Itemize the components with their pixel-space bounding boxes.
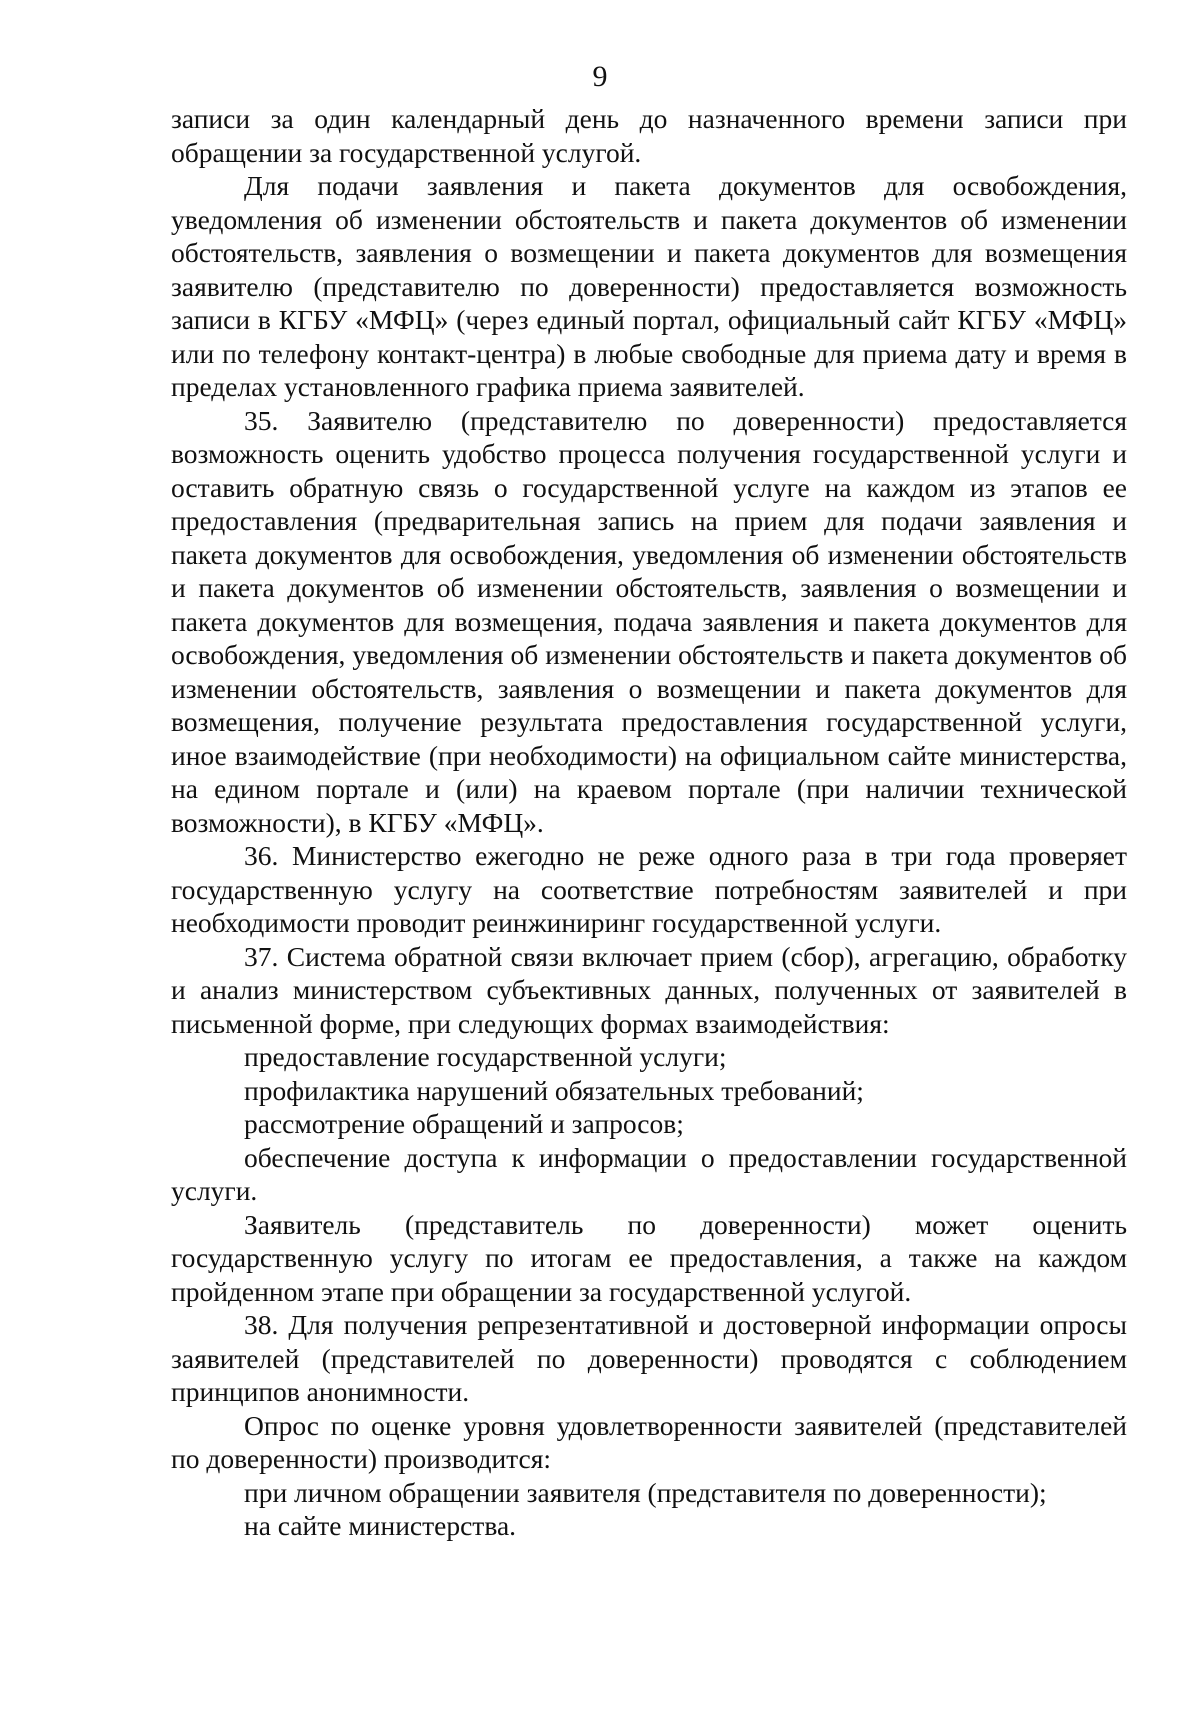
paragraph: Для подачи заявления и пакета документов для освобождения, уведомления об изменении обстоятельств и пакета документов об изменении обстоятельств, заявления о возмещении и пакета документов для возмещения заявителю (представителю по доверенности) предоставляется возможность записи в КГБУ «МФЦ» (через единый портал, официальный сайт КГБУ «МФЦ» или по телефону контакт-центра) в любые свободные для приема дату и время в пределах установленного графика приема заявителей.: [171, 170, 1127, 402]
page-number: 9: [592, 60, 608, 93]
paragraph: Опрос по оценке уровня удовлетворенности заявителей (представителей по доверенности) производится:: [171, 1409, 1127, 1474]
paragraph: предоставление государственной услуги;: [244, 1041, 727, 1072]
paragraph: 36. Министерство ежегодно не реже одного раза в три года проверяет государственную услугу на соответствие потребностям заявителей и при необходимости проводит реинжиниринг государственной услуги.: [171, 840, 1127, 938]
paragraph: записи за один календарный день до назначенного времени записи при обращении за государственной услугой.: [171, 103, 1127, 168]
paragraph: обеспечение доступа к информации о предоставлении государственной услуги.: [171, 1141, 1127, 1206]
paragraph: 35. Заявителю (представителю по доверенности) предоставляется возможность оценить удобство процесса получения государственной услуги и оставить обратную связь о государственной услуге на каждом из этапов ее предоставления (предварительная запись на прием для подачи заявления и пакета документов для освобождения, уведомления об изменении обстоятельств и пакета документов об изменении обстоятельств, заявления о возмещении и пакета документов для возмещения, подача заявления и пакета документов для освобождения, уведомления об изменении обстоятельств и пакета документов об изменении обстоятельств, заявления о возмещении и пакета документов для возмещения, получение результата предоставления государственной услуги, иное взаимодействие (при необходимости) на официальном сайте министерства, на едином портале и (или) на краевом портале (при наличии технической возможности), в КГБУ «МФЦ».: [171, 404, 1127, 838]
paragraph: профилактика нарушений обязательных требований;: [244, 1074, 864, 1106]
document-body: [171, 102, 1127, 1543]
paragraph: Заявитель (представитель по доверенности) может оценить государственную услугу по итогам ее предоставления, а также на каждом пройденном этапе при обращении за государственной услугой.: [171, 1208, 1127, 1307]
paragraph: 37. Система обратной связи включает прием (сбор), агрегацию, обработку и анализ министерством субъективных данных, полученных от заявителей в письменной форме, при следующих формах взаимодействия:: [171, 940, 1127, 1039]
paragraph: на сайте министерства.: [244, 1510, 517, 1541]
paragraph: рассмотрение обращений и запросов;: [244, 1108, 684, 1139]
paragraph: при личном обращении заявителя (представителя по доверенности);: [244, 1476, 1047, 1508]
paragraph: 38. Для получения репрезентативной и достоверной информации опросы заявителей (представителей по доверенности) проводятся с соблюдением принципов анонимности.: [171, 1309, 1127, 1407]
